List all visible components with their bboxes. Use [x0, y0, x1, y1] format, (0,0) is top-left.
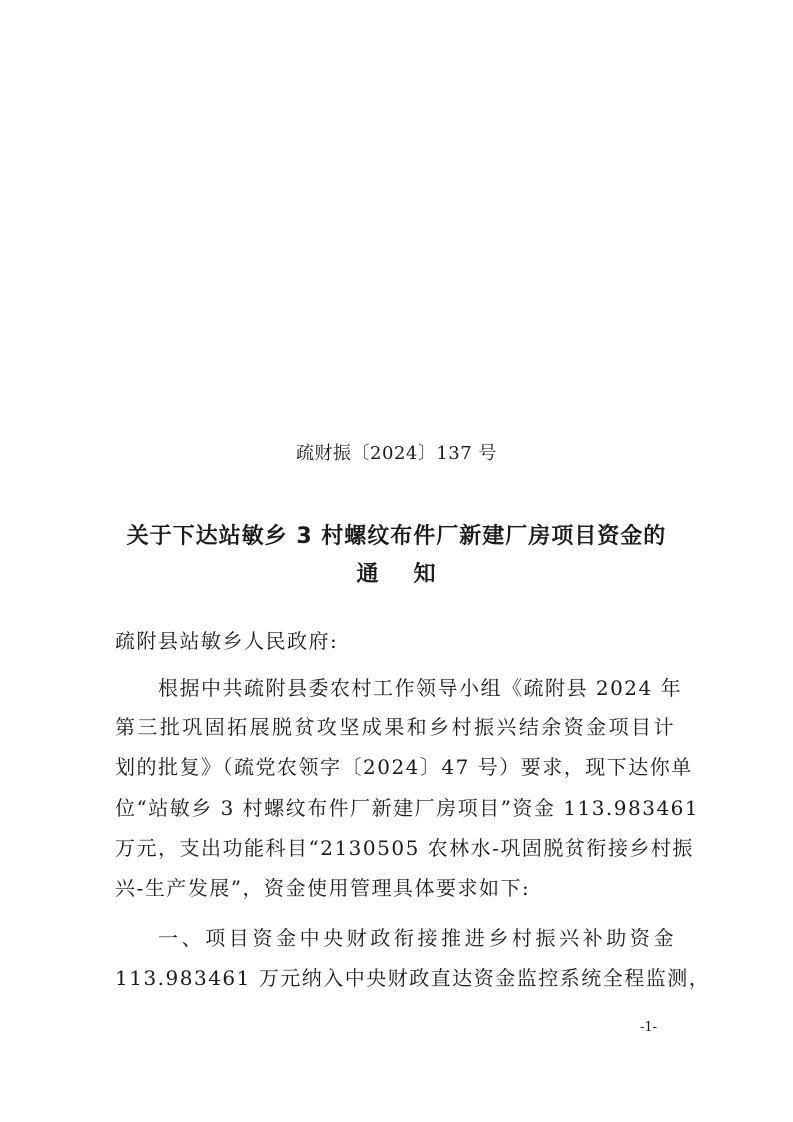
body-line: 划的批复》（疏党农领字〔2024〕47 号）要求，现下达你单 [115, 755, 693, 779]
title-char-zhi: 知 [413, 562, 437, 587]
addressee: 疏附县站敏乡人民政府: [115, 629, 339, 653]
title-char-tong: 通 [356, 562, 380, 587]
document-title-line-1: 关于下达站敏乡 3 村螺纹布件厂新建厂房项目资金的 [126, 524, 667, 549]
document-number: 疏财振〔2024〕137 号 [296, 443, 497, 464]
document-title-line-2 [0, 557, 793, 588]
body-line: 根据中共疏附县委农村工作领导小组《疏附县 2024 年 [158, 676, 683, 700]
page-number: -1- [640, 1020, 658, 1035]
body-line: 万元，支出功能科目“2130505 农林水-巩固脱贫衔接乡村振 [115, 836, 694, 860]
body-line: 一、项目资金中央财政衔接推进乡村振兴补助资金 [158, 926, 675, 950]
body-line: 113.983461 万元纳入中央财政直达资金监控系统全程监测， [115, 966, 711, 990]
body-line: 第三批巩固拓展脱贫攻坚成果和乡村振兴结余资金项目计 [115, 715, 675, 739]
body-line: 位“站敏乡 3 村螺纹布件厂新建厂房项目”资金 113.983461 [115, 796, 700, 820]
body-line: 兴-生产发展”，资金使用管理具体要求如下: [115, 876, 531, 900]
